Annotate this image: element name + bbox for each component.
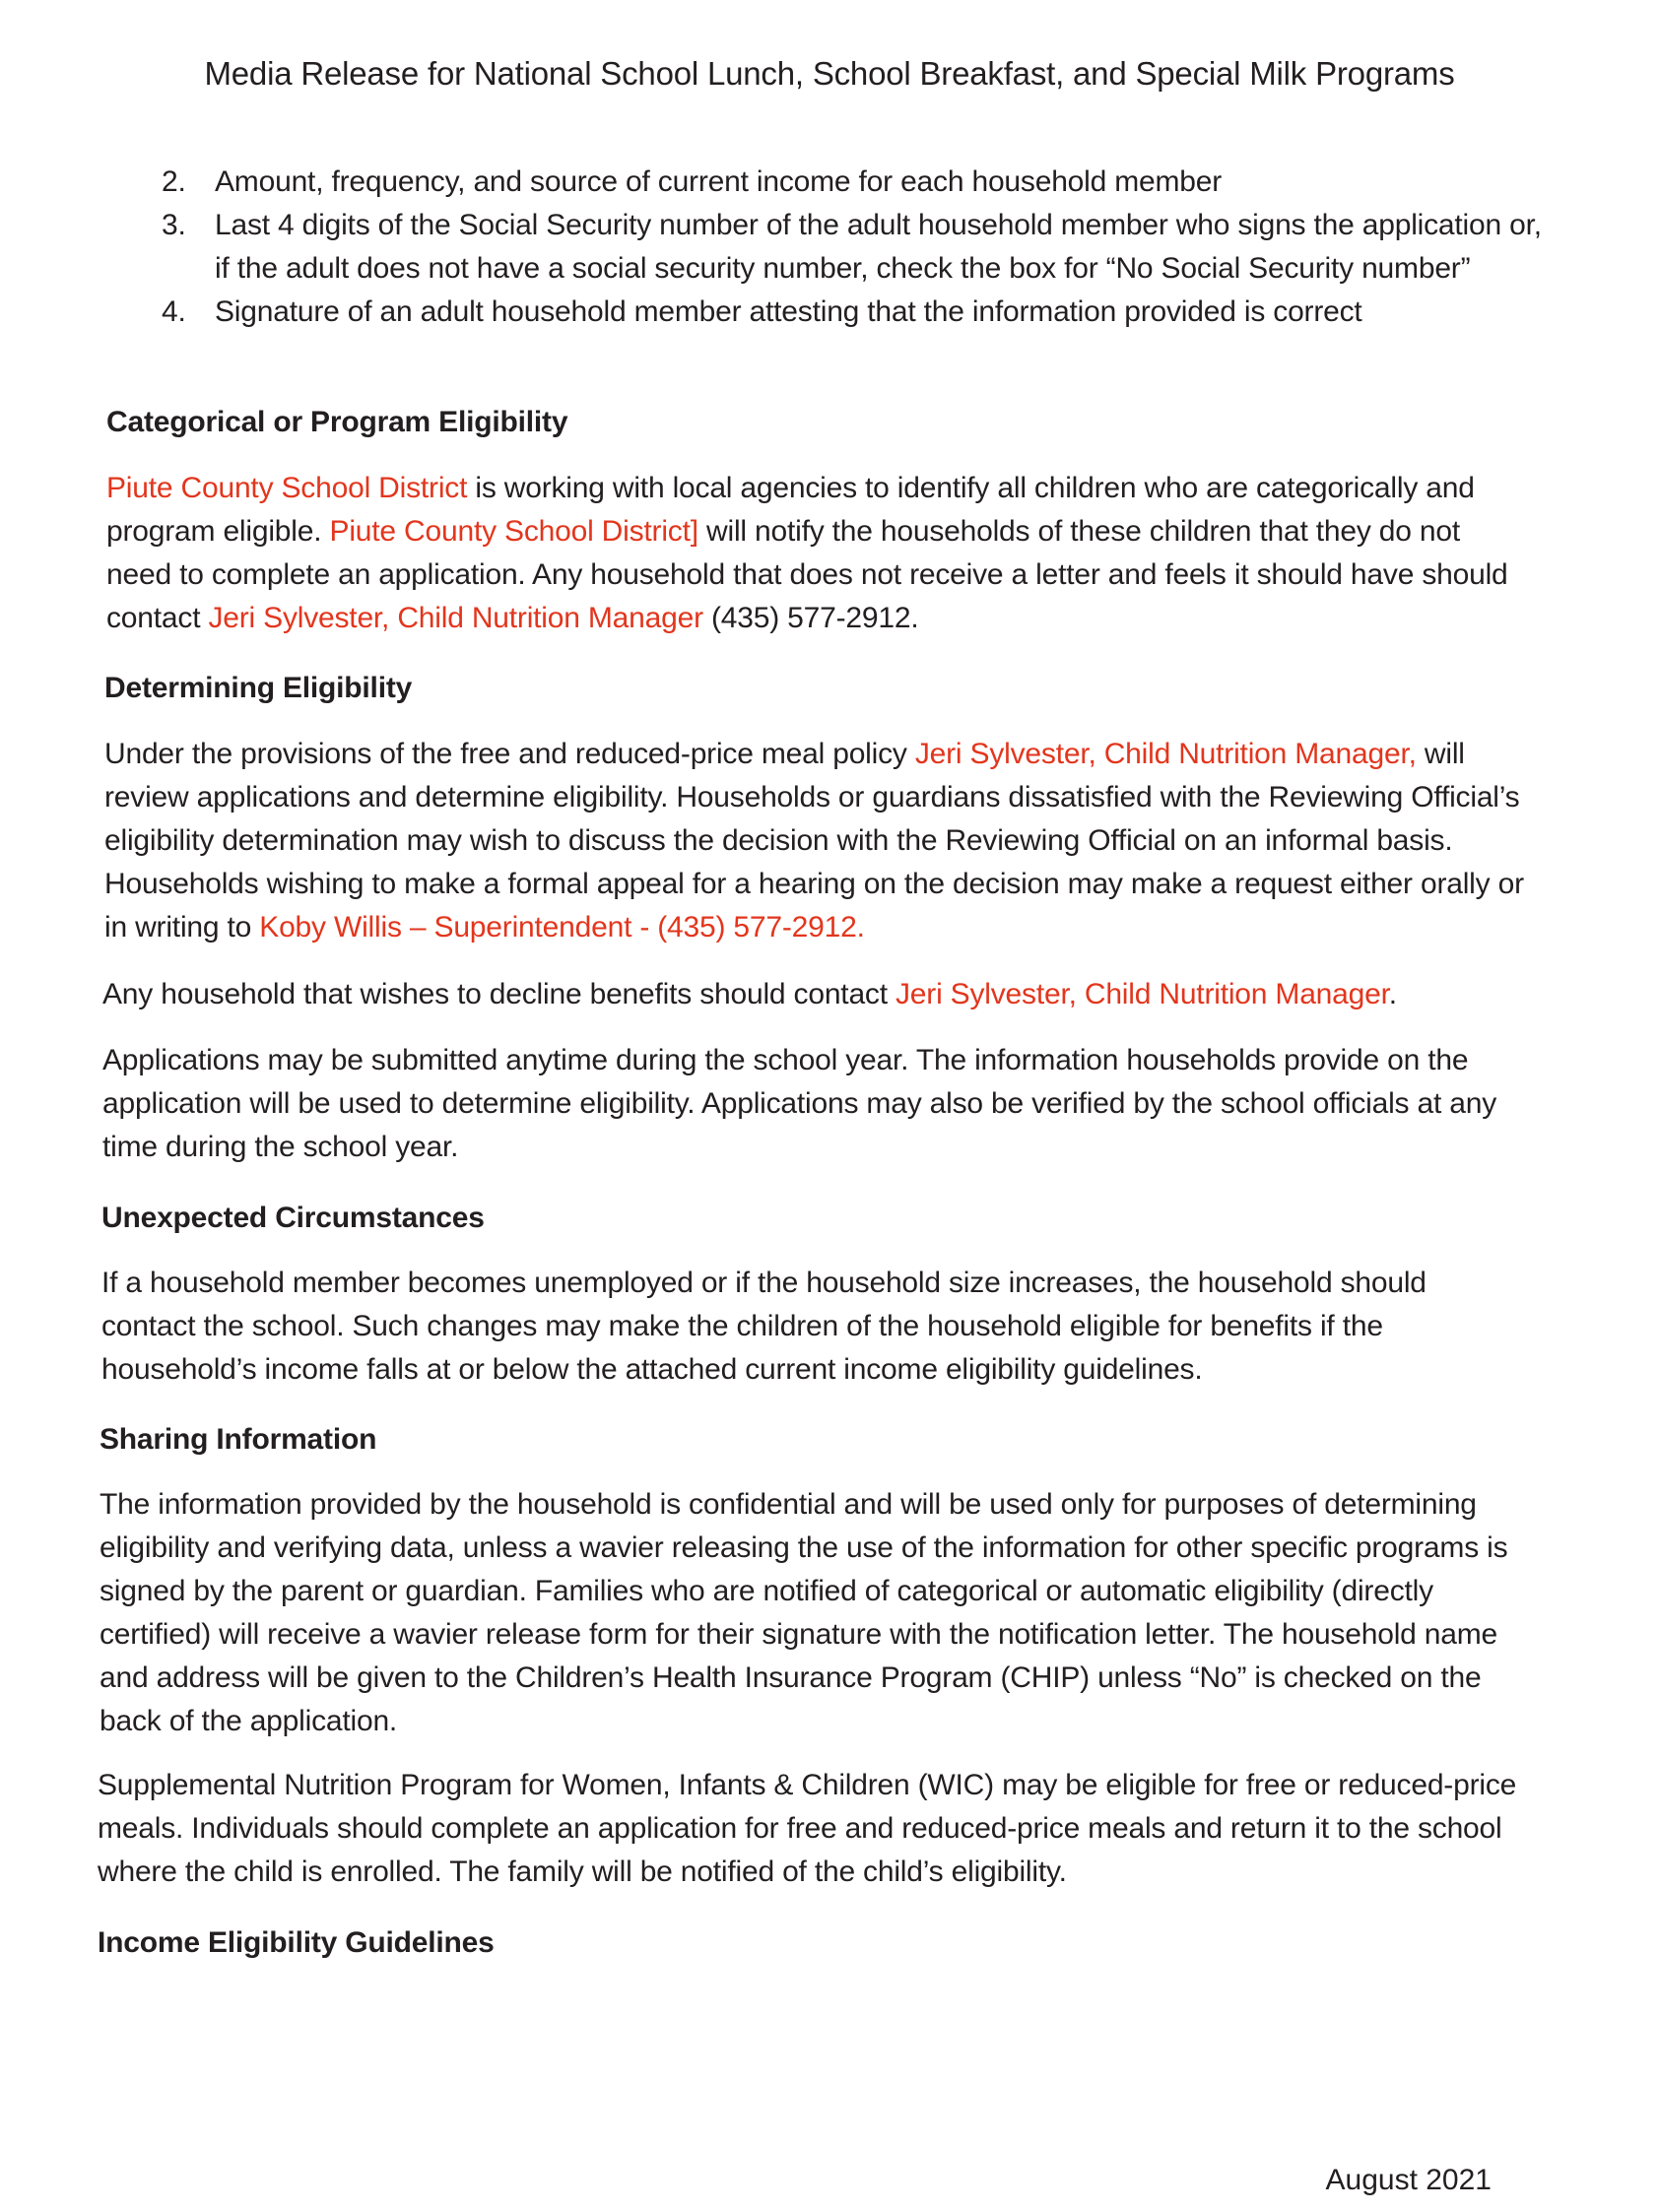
list-item-number: 3. bbox=[162, 209, 186, 241]
paragraph-sharing: The information provided by the household is confidential and will be used only for purposes of determining eligibility and verifying data, unless a wavier releasing the use of the information for other specific programs is signed by the parent or guardian. Families who are notified of categorical or automatic eligibility (directly certified) will receive a wavier release form for their signature with the notification letter. The household name and address will be given to the Children’s Health Insurance Program (CHIP) unless “No” is checked on the back of the application. bbox=[100, 1488, 1508, 1737]
paragraph-applications: Applications may be submitted anytime during the school year. The information households provide on the application will be used to determine eligibility. Applications may also be verified by the school officials at any time during the school year. bbox=[102, 1044, 1497, 1163]
contact-name: Jeri Sylvester, Child Nutrition Manager, bbox=[914, 738, 1417, 770]
list-item-number: 4. bbox=[162, 295, 186, 328]
contact-name: Koby Willis – Superintendent - (435) 577-2912. bbox=[259, 911, 865, 943]
contact-name: Jeri Sylvester, Child Nutrition Manager bbox=[896, 978, 1389, 1010]
footer-date: August 2021 bbox=[1325, 2164, 1492, 2196]
text-run: will notify the households of these children that they do not need to complete an application. Any household that does not receive a letter and feels it should have should contact bbox=[106, 515, 1508, 634]
paragraph-decline bbox=[102, 973, 1526, 1016]
list-item bbox=[156, 161, 1545, 204]
paragraph-determining bbox=[104, 733, 1528, 949]
section-heading-income: Income Eligibility Guidelines bbox=[98, 1926, 495, 1959]
list-item-text: Last 4 digits of the Social Security number of the adult household member who signs the application or, if the adult does not have a social security number, check the box for “No Social Security number” bbox=[215, 209, 1542, 285]
text-run: will review applications and determine eligibility. Households or guardians dissatisfied with the Reviewing Official’s eligibility determination may wish to discuss the decision with the Reviewing Official on an informal basis. Households wishing to make a formal appeal for a hearing on the decision may make a request either orally or in writing to bbox=[104, 738, 1524, 943]
list-item-text: Amount, frequency, and source of current income for each household member bbox=[215, 165, 1223, 198]
text-run: is working with local agencies to identify all children who are categorically and program eligible. bbox=[106, 472, 1475, 548]
section-heading-unexpected: Unexpected Circumstances bbox=[101, 1202, 485, 1234]
contact-name: Jeri Sylvester, Child Nutrition Manager bbox=[208, 602, 703, 634]
requirements-list bbox=[156, 161, 1545, 334]
text-run: . bbox=[1388, 978, 1397, 1010]
paragraph-categorical bbox=[106, 467, 1525, 640]
list-item bbox=[156, 291, 1545, 334]
district-name: Piute County School District] bbox=[329, 515, 698, 548]
list-item bbox=[156, 204, 1545, 291]
paragraph-wic: Supplemental Nutrition Program for Women, Infants & Children (WIC) may be eligible for free or reduced-price meals. Individuals should complete an application for free and reduced-price meals and return it to the school where the child is enrolled. The family will be notified of the child’s eligibility. bbox=[98, 1769, 1517, 1888]
text-run: Under the provisions of the free and reduced-price meal policy bbox=[104, 738, 915, 770]
district-name: Piute County School District bbox=[106, 472, 468, 504]
list-item-text: Signature of an adult household member attesting that the information provided is correct bbox=[215, 295, 1362, 328]
section-heading-categorical: Categorical or Program Eligibility bbox=[106, 406, 568, 438]
paragraph-unexpected: If a household member becomes unemployed or if the household size increases, the household should contact the school. Such changes may make the children of the household eligible for benefits if the household’s income falls at or below the attached current income eligibility guidelines. bbox=[101, 1267, 1427, 1386]
section-heading-determining: Determining Eligibility bbox=[104, 672, 413, 704]
text-run: Any household that wishes to decline benefits should contact bbox=[102, 978, 896, 1010]
section-heading-sharing: Sharing Information bbox=[100, 1423, 377, 1456]
text-run: (435) 577-2912. bbox=[702, 602, 919, 634]
list-item-number: 2. bbox=[162, 165, 186, 198]
page-title: Media Release for National School Lunch, School Breakfast, and Special Milk Programs bbox=[204, 55, 1455, 92]
